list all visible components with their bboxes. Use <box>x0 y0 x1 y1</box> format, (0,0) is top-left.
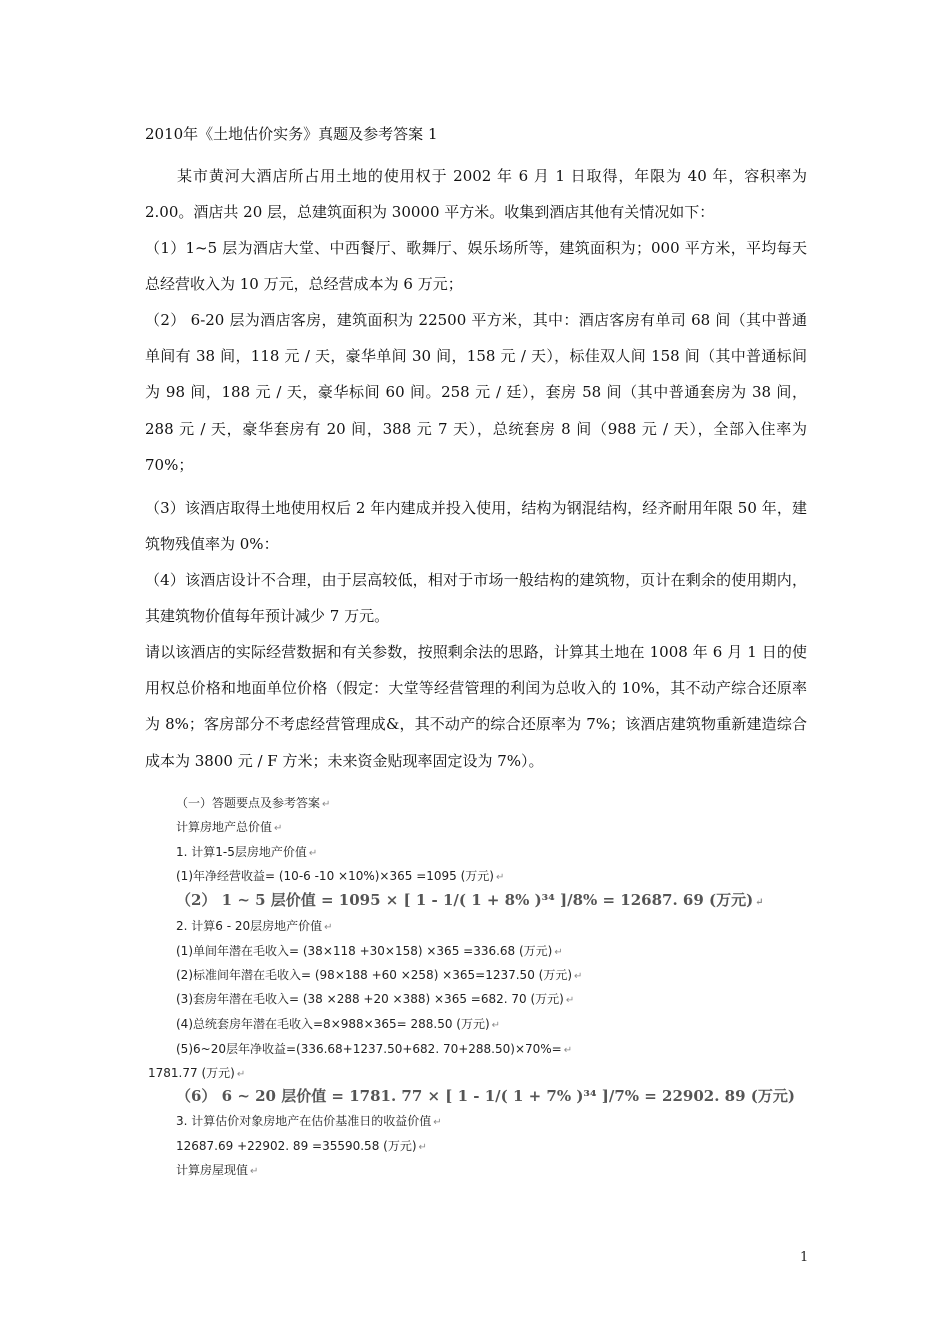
return-mark-icon: ↵ <box>250 1166 259 1177</box>
return-mark-icon: ↵ <box>495 872 505 883</box>
answer-step-2-4: (4)总统套房年潜在毛收入=8×988×365= 288.50 (万元) ↵ <box>176 1017 501 1031</box>
answer-step-2-5: (5)6~20层年净收益=(336.68+1237.50+682. 70+288.50)×70%= ↵ <box>176 1042 573 1056</box>
return-mark-icon: ↵ <box>433 1117 442 1128</box>
answer-step-2-3: (3)套房年潜在毛收入= (38 ×288 +20 ×388) ×365 =682. 70 (万元) ↵ <box>176 992 575 1006</box>
document-title: 2010年《土地估价实务》真题及参考答案 1 <box>145 125 438 143</box>
return-mark-icon: ↵ <box>491 1020 501 1031</box>
formula-floors-1-5: （2） 1 ~ 5 层价值 = 1095 × [ 1 - 1/( 1 + 8% )³⁴ ]/8% = 12687. 69 (万元) ↵ <box>176 891 764 909</box>
return-mark-icon: ↵ <box>274 823 283 834</box>
answer-step-2-5-result: 1781.77 (万元) ↵ <box>148 1066 246 1080</box>
answer-step-1: 1. 计算1-5层房地产价值 ↵ <box>176 845 318 859</box>
return-mark-icon: ↵ <box>322 799 331 810</box>
intro-paragraph: 某市黄河大酒店所占用土地的使用权于 2002 年 6 月 1 日取得，年限为 40 年，容积率为 2.00。酒店共 20 层，总建筑面积为 30000 平方米。收集到酒店其他有关情况如下： <box>145 167 807 222</box>
answer-step-2-2: (2)标准间年潜在毛收入= (98×188 +60 ×258) ×365=1237.50 (万元) ↵ <box>176 968 583 982</box>
answer-step-house: 计算房屋现值 ↵ <box>176 1163 259 1177</box>
return-mark-icon: ↵ <box>308 848 318 859</box>
formula-floors-6-20: （6） 6 ~ 20 层价值 = 1781. 77 × [ 1 - 1/( 1 + 7% )³⁴ ]/7% = 22902. 89 (万元) <box>176 1087 795 1105</box>
return-mark-icon: ↵ <box>236 1069 246 1080</box>
page-number: 1 <box>800 1250 809 1265</box>
return-mark-icon: ↵ <box>563 1045 573 1056</box>
answer-step-2: 2. 计算6 - 20层房地产价值 ↵ <box>176 919 333 933</box>
return-mark-icon: ↵ <box>324 922 333 933</box>
answer-step-total: 计算房地产总价值 ↵ <box>176 820 283 834</box>
question-paragraph: 请以该酒店的实际经营数据和有关参数，按照剩余法的思路，计算其土地在 1008 年 6 月 1 日的使用权总价格和地面单位价格（假定：大堂等经营管理的利闰为总收入的 10%，其不动产综合还原率为 8%；客房部分不考虑经营管理成&，其不动产的综合还原率为 7%；该酒店建筑物重新建造综合成本为 3800 元 / F 方米；未来资金贴现率固定设为 7%）。 <box>145 643 807 770</box>
condition-item-1: （1）1~5 层为酒店大堂、中西餐厅、歌舞厅、娱乐场所等，建筑面积为；000 平方米，平均每天总经营收入为 10 万元，总经营成本为 6 万元； <box>145 239 807 294</box>
condition-item-3: （3）该酒店取得土地使用权后 2 年内建成并投入使用，结构为钢混结构，经齐耐用年限 50 年，建筑物残值率为 0%： <box>145 499 807 554</box>
answer-step-1-1: (1)年净经营收益= (10-6 -10 ×10%)×365 =1095 (万元) ↵ <box>176 869 505 883</box>
answer-step-3: 3. 计算估价对象房地产在估价基准日的收益价值 ↵ <box>176 1114 442 1128</box>
return-mark-icon: ↵ <box>755 897 764 908</box>
return-mark-icon: ↵ <box>574 971 583 982</box>
answer-step-2-1: (1)单间年潜在毛收入= (38×118 +30×158) ×365 =336.68 (万元) ↵ <box>176 944 563 958</box>
condition-item-2: （2） 6-20 层为酒店客房，建筑面积为 22500 平方米，其中：酒店客房有单司 68 间（其中普通单间有 38 间，118 元 / 天，豪华单间 30 间，158 元 / 天），标佳双人间 158 间（其中普通标间为 98 间，188 元 / 天，豪华标间 60 间。258 元 / 廷），套房 58 间（其中普通套房为 38 间，288 元 / 天，豪华套房有 20 间，388 元 7 天），总统套房 8 间（988 元 / 天），全部入住率为 70%； <box>145 311 807 474</box>
answer-step-3-1: 12687.69 +22902. 89 =35590.58 (万元) ↵ <box>176 1139 427 1153</box>
return-mark-icon: ↵ <box>418 1142 427 1153</box>
return-mark-icon: ↵ <box>554 947 563 958</box>
condition-item-4: （4）该酒店设计不合理，由于层高较低，相对于市场一般结构的建筑物，页计在剩余的使用期内，其建筑物价值每年预计减少 7 万元。 <box>145 571 807 626</box>
answer-heading: （一）答题要点及参考答案 ↵ <box>176 796 331 810</box>
return-mark-icon: ↵ <box>565 995 575 1006</box>
